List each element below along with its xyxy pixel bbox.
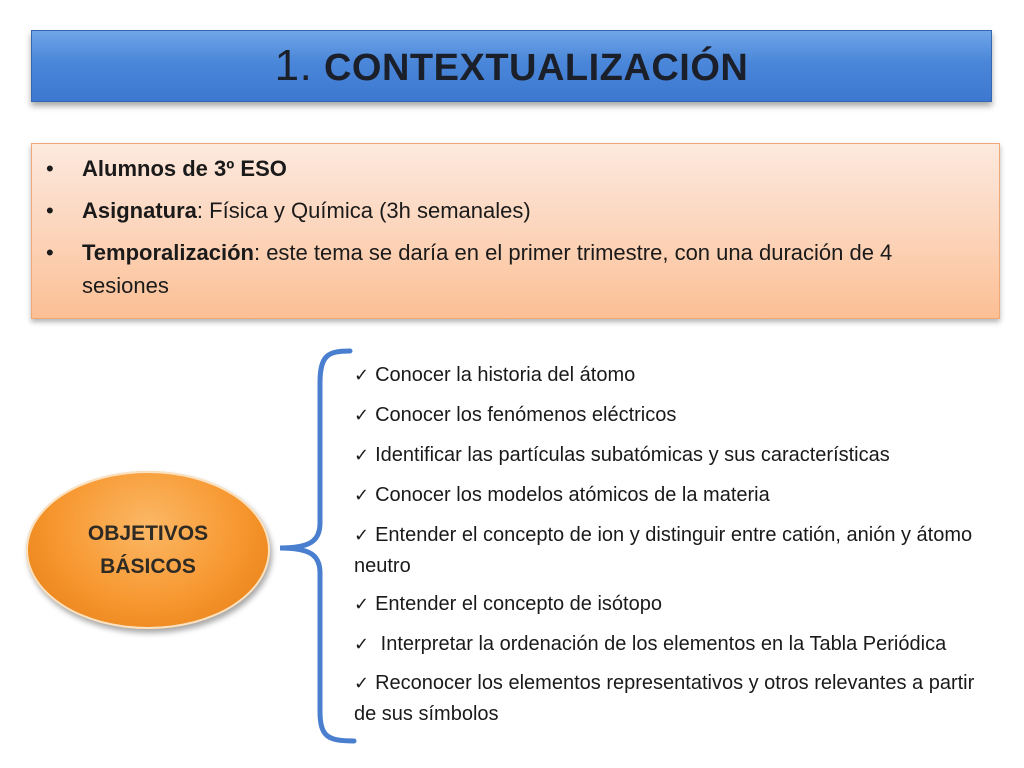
left-brace-icon (270, 343, 360, 748)
check-icon: ✓ (354, 405, 370, 426)
context-item-subject (44, 194, 979, 227)
bullet-icon: • (46, 156, 54, 181)
oval-label-line1: OBJETIVOS (87, 522, 209, 545)
title-text: CONTEXTUALIZACIÓN (323, 47, 749, 89)
objective-item: ✓ Entender el concepto de ion y distinguir entre catión, anión y átomo neutro (354, 524, 973, 577)
objective-item: ✓ Conocer los fenómenos eléctricos (354, 404, 677, 426)
context-value: : este tema se daría en el primer trimestre, con una duración de 4 sesiones (82, 240, 893, 298)
context-item-timing (44, 236, 979, 302)
context-list (44, 152, 979, 302)
title-number: 1. (274, 41, 313, 90)
context-item-students (44, 152, 979, 185)
objective-item: ✓ Conocer la historia del átomo (354, 364, 636, 386)
bullet-icon: • (46, 198, 54, 223)
check-icon: ✓ (354, 525, 370, 546)
context-key: Asignatura (82, 198, 197, 223)
context-value: : Física y Química (3h semanales) (196, 198, 531, 223)
objectives-list (354, 360, 994, 737)
check-icon: ✓ (354, 594, 370, 615)
slide-title (275, 41, 749, 91)
objective-item: ✓ Interpretar la ordenación de los elementos en la Tabla Periódica (354, 633, 947, 655)
bullet-icon: • (46, 240, 54, 265)
objective-item: ✓ Entender el concepto de isótopo (354, 593, 662, 615)
title-banner (31, 30, 992, 102)
check-icon: ✓ (354, 634, 370, 655)
context-box (31, 143, 1000, 319)
context-key: Temporalización (82, 240, 254, 265)
check-icon: ✓ (354, 673, 370, 694)
objective-item: ✓ Conocer los modelos atómicos de la materia (354, 484, 770, 506)
objectives-oval (26, 471, 270, 629)
check-icon: ✓ (354, 365, 370, 386)
context-key: Alumnos de 3º ESO (82, 156, 287, 181)
objective-item: ✓ Reconocer los elementos representativos y otros relevantes a partir de sus símbolos (354, 672, 975, 725)
check-icon: ✓ (354, 485, 370, 506)
objective-item: ✓ Identificar las partículas subatómicas y sus características (354, 444, 890, 466)
oval-label-line2: BÁSICOS (100, 555, 196, 578)
check-icon: ✓ (354, 445, 370, 466)
